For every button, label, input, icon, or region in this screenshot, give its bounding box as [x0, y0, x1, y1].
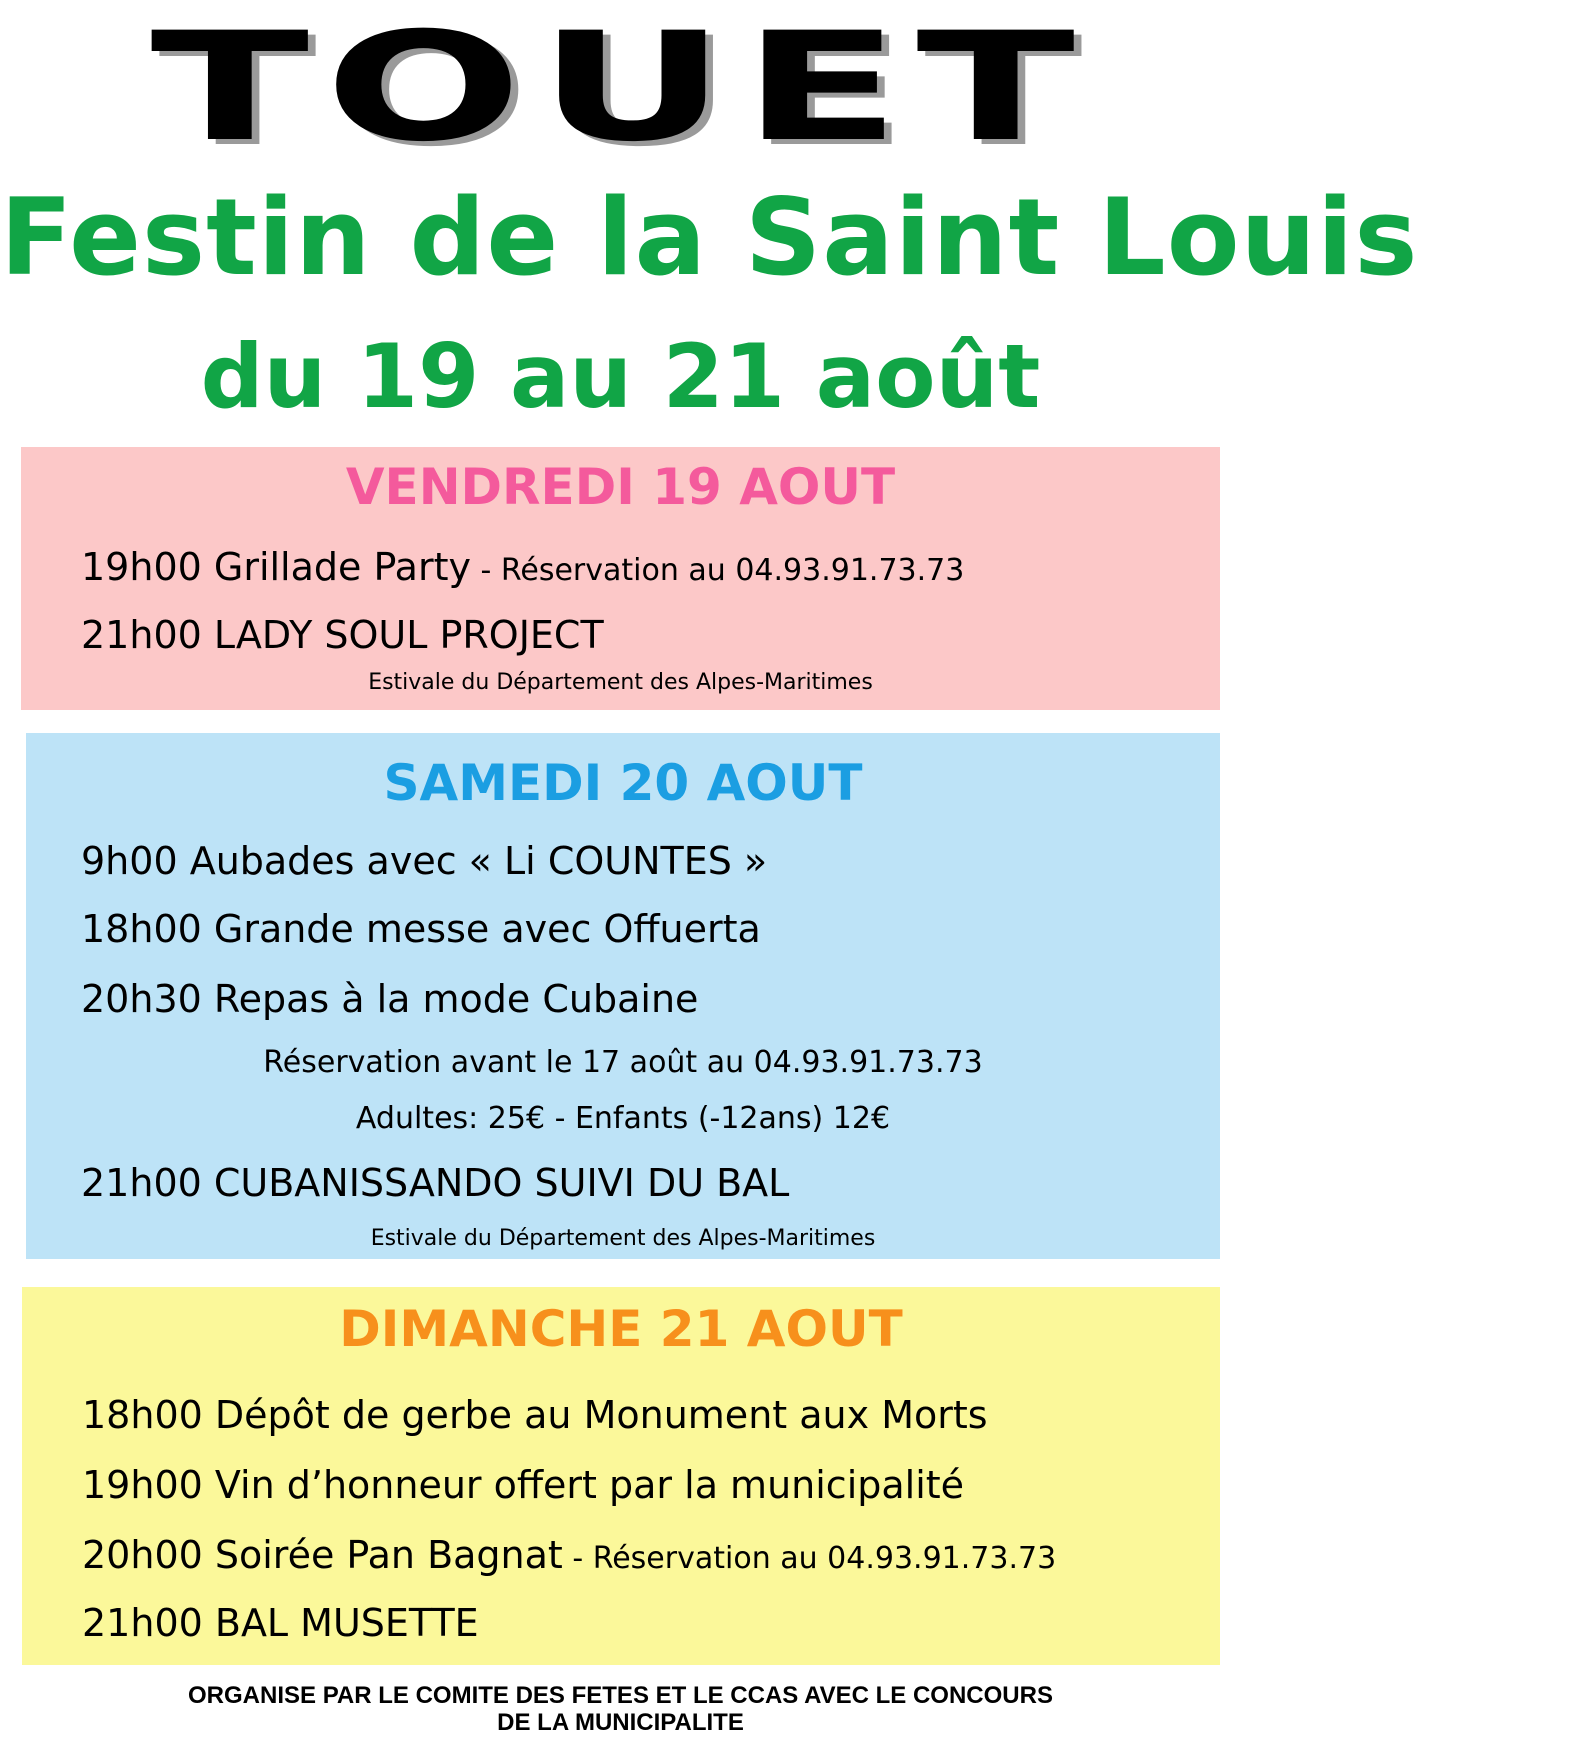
sunday-item-bal: 21h00 BAL MUSETTE	[82, 1601, 479, 1645]
sunday-section	[22, 1287, 1220, 1665]
saturday-prices: Adultes: 25€ - Enfants (-12ans) 12€	[355, 1101, 891, 1136]
sunday-item-vin: 19h00 Vin d’honneur offert par la municipalité	[82, 1463, 965, 1507]
friday-section	[21, 447, 1220, 710]
saturday-item-aubades: 9h00 Aubades avec « Li COUNTES »	[81, 839, 768, 883]
friday-heading: VENDREDI 19 AOUT	[345, 458, 896, 516]
saturday-credit: Estivale du Département des Alpes-Maritimes	[370, 1226, 876, 1251]
sunday-item-pan-bagnat	[82, 1531, 1056, 1583]
event-text: 20h00 Soirée Pan Bagnat	[82, 1533, 563, 1577]
event-note: - Réservation au 04.93.91.73.73	[470, 553, 965, 588]
saturday-reservation: Réservation avant le 17 août au 04.93.91.73.73	[263, 1045, 983, 1080]
festival-name: Festin de la Saint Louis	[0, 176, 1419, 299]
footer-line-2: DE LA MUNICIPALITE	[497, 1709, 744, 1736]
saturday-item-repas: 20h30 Repas à la mode Cubaine	[81, 977, 699, 1021]
festival-dates: du 19 au 21 août	[200, 325, 1041, 428]
saturday-item-messe: 18h00 Grande messe avec Offuerta	[81, 907, 761, 951]
saturday-section	[26, 733, 1220, 1259]
friday-credit: Estivale du Département des Alpes-Maritimes	[368, 670, 873, 695]
friday-item-concert	[81, 611, 604, 659]
sunday-heading: DIMANCHE 21 AOUT	[339, 1300, 903, 1358]
event-text: 19h00 Grillade Party	[81, 545, 471, 589]
event-text: 21h00 LADY SOUL PROJECT	[81, 613, 604, 657]
organiser-footer	[0, 1682, 1241, 1736]
poster-title: TOUET	[150, 1, 1091, 175]
footer-line-1: ORGANISE PAR LE COMITE DES FETES ET LE CCAS AVEC LE CONCOURS	[188, 1682, 1053, 1709]
friday-item-grillade	[81, 543, 964, 595]
sunday-item-depot: 18h00 Dépôt de gerbe au Monument aux Morts	[82, 1393, 988, 1437]
saturday-item-cubanissando: 21h00 CUBANISSANDO SUIVI DU BAL	[81, 1161, 790, 1205]
event-note: - Réservation au 04.93.91.73.73	[562, 1541, 1057, 1576]
saturday-heading: SAMEDI 20 AOUT	[383, 754, 863, 812]
